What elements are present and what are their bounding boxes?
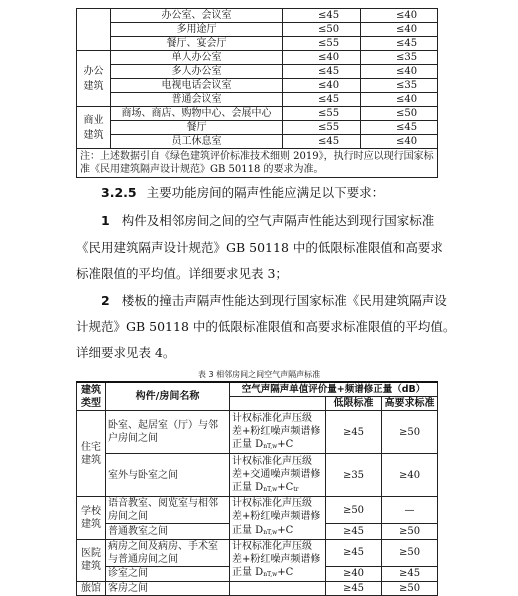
value-cell: ≤40 bbox=[361, 65, 438, 79]
value-cell: ≤40 bbox=[283, 51, 361, 65]
table-row bbox=[77, 37, 438, 51]
table-row bbox=[77, 454, 438, 497]
table-row bbox=[77, 539, 438, 566]
room-name-cell: 餐厅 bbox=[111, 121, 283, 135]
room-name-cell: 办公室、会议室 bbox=[111, 9, 283, 23]
table-row bbox=[77, 524, 438, 540]
item1-line3: 标准限值的平均值。详细要求见表 3； bbox=[76, 266, 288, 281]
value-cell: ≤55 bbox=[283, 107, 361, 121]
value-cell: ≤40 bbox=[361, 9, 438, 23]
item2-line1 bbox=[101, 291, 447, 309]
table-note-row bbox=[77, 149, 438, 178]
room-name-cell: 普通教室之间 bbox=[106, 524, 230, 540]
section-heading bbox=[101, 183, 384, 201]
room-name-cell: 室外与卧室之间 bbox=[106, 454, 230, 497]
eval-cell: 正量 DnT,w+C bbox=[230, 566, 326, 582]
table-row bbox=[77, 135, 438, 149]
low-value-cell: ≥45 bbox=[326, 582, 382, 596]
value-cell: ≤45 bbox=[283, 9, 361, 23]
table-row bbox=[77, 65, 438, 79]
item-number: 2 bbox=[101, 293, 110, 308]
category-cell: 商业建筑 bbox=[77, 107, 111, 149]
value-cell: ≤55 bbox=[283, 121, 361, 135]
table-caption: 表 3 相邻房间之间空气声隔声标准 bbox=[197, 370, 321, 379]
category-cell: 学校建筑 bbox=[77, 497, 106, 540]
low-value-cell: ≥40 bbox=[326, 566, 382, 582]
table-row bbox=[77, 121, 438, 135]
eval-cell: 计权标准化声压级 差+粉红噪声频谱修 正量 DnT,w+C bbox=[230, 411, 326, 454]
value-cell: ≤35 bbox=[361, 51, 438, 65]
table-row bbox=[77, 107, 438, 121]
room-name-cell: 单人办公室 bbox=[111, 51, 283, 65]
value-cell: ≤40 bbox=[283, 79, 361, 93]
item-text: 构件及相邻房间之间的空气声隔声性能达到现行国家标准 bbox=[121, 213, 435, 228]
item1-line2: 《民用建筑隔声设计规范》GB 50118 中的低限标准限值和高要求 bbox=[76, 240, 443, 255]
eval-cell: 正量 DnT,w+C bbox=[230, 524, 326, 540]
eval-cell: 计权标准化声压级 差+粉红噪声频谱修 bbox=[230, 539, 326, 566]
room-name-cell: 商场、商店、购物中心、会展中心 bbox=[111, 107, 283, 121]
high-value-cell: ≥50 bbox=[382, 411, 438, 454]
section-title: 主要功能房间的隔声性能应满足以下要求： bbox=[146, 185, 385, 200]
room-noise-table bbox=[76, 8, 438, 178]
header-group: 空气声隔声单值评价量+频谱修正量（dB） bbox=[230, 382, 438, 397]
high-value-cell: ≥50 bbox=[382, 582, 438, 596]
item2-line3: 详细要求见表 4。 bbox=[76, 345, 176, 360]
value-cell: ≤45 bbox=[361, 121, 438, 135]
room-name-cell: 客房之间 bbox=[106, 582, 230, 596]
value-cell: ≤35 bbox=[361, 79, 438, 93]
category-cell bbox=[77, 9, 111, 51]
category-cell: 旅馆 bbox=[77, 582, 106, 596]
high-value-cell: ≥50 bbox=[382, 524, 438, 540]
value-cell: ≤45 bbox=[283, 65, 361, 79]
item1-line1 bbox=[101, 211, 434, 229]
value-cell: ≤55 bbox=[283, 37, 361, 51]
table-row bbox=[77, 23, 438, 37]
table-row bbox=[77, 51, 438, 65]
low-value-cell: ≥45 bbox=[326, 524, 382, 540]
value-cell: ≤40 bbox=[361, 23, 438, 37]
table-note: 注：上述数据引自《绿色建筑评价标准技术细则 2019》，执行时应以现行国家标准《民用建筑隔声设计规范》GB 50118 的要求为准。 bbox=[77, 149, 438, 178]
item-number: 1 bbox=[101, 213, 110, 228]
airborne-sound-insulation-table bbox=[76, 381, 438, 596]
low-value-cell: ≥45 bbox=[326, 539, 382, 566]
table-row bbox=[77, 93, 438, 107]
room-name-cell: 病房之间及病房、手术室与普通房间之间 bbox=[106, 539, 230, 566]
high-value-cell: ≥40 bbox=[382, 454, 438, 497]
table-row bbox=[77, 582, 438, 596]
high-value-cell: — bbox=[382, 497, 438, 524]
table-row bbox=[77, 497, 438, 524]
low-value-cell: ≥45 bbox=[326, 411, 382, 454]
table-row bbox=[77, 79, 438, 93]
header-high: 高要求标准 bbox=[382, 397, 438, 411]
item-text: 楼板的撞击声隔声性能达到现行国家标准《民用建筑隔声设 bbox=[121, 293, 447, 308]
eval-cell: 计权标准化声压级 差+交通噪声频谱修 正量 DnT,w+Ctr bbox=[230, 454, 326, 497]
value-cell: ≤50 bbox=[361, 107, 438, 121]
item2-line2: 计规范》GB 50118 中的低限标准限值和高要求标准限值的平均值。 bbox=[76, 319, 456, 334]
value-cell: ≤45 bbox=[283, 93, 361, 107]
header-room-name: 构件/房间名称 bbox=[106, 382, 230, 411]
room-name-cell: 员工休息室 bbox=[111, 135, 283, 149]
table-row bbox=[77, 566, 438, 582]
header-building-type: 建筑类型 bbox=[77, 382, 106, 411]
high-value-cell: ≥45 bbox=[382, 566, 438, 582]
category-cell: 医院建筑 bbox=[77, 539, 106, 582]
value-cell: ≤50 bbox=[283, 23, 361, 37]
table-header-row bbox=[77, 382, 438, 397]
room-name-cell: 卧室、起居室（厅）与邻户房间之间 bbox=[106, 411, 230, 454]
section-number: 3.2.5 bbox=[101, 185, 137, 200]
category-cell: 住宅建筑 bbox=[77, 411, 106, 497]
room-name-cell: 诊室之间 bbox=[106, 566, 230, 582]
value-cell: ≤45 bbox=[361, 37, 438, 51]
header-eval bbox=[230, 397, 326, 411]
header-low: 低限标准 bbox=[326, 397, 382, 411]
room-name-cell: 电视电话会议室 bbox=[111, 79, 283, 93]
eval-cell bbox=[230, 582, 326, 596]
room-name-cell: 语音教室、阅览室与相邻房间之间 bbox=[106, 497, 230, 524]
low-value-cell: ≥50 bbox=[326, 497, 382, 524]
table-row bbox=[77, 9, 438, 23]
value-cell: ≤40 bbox=[361, 135, 438, 149]
room-name-cell: 多用途厅 bbox=[111, 23, 283, 37]
room-name-cell: 多人办公室 bbox=[111, 65, 283, 79]
value-cell: ≤40 bbox=[361, 93, 438, 107]
eval-cell: 计权标准化声压级 差+粉红噪声频谱修 bbox=[230, 497, 326, 524]
category-cell: 办公建筑 bbox=[77, 51, 111, 107]
room-name-cell: 普通会议室 bbox=[111, 93, 283, 107]
table-row bbox=[77, 411, 438, 454]
high-value-cell: ≥50 bbox=[382, 539, 438, 566]
value-cell: ≤45 bbox=[283, 135, 361, 149]
low-value-cell: ≥35 bbox=[326, 454, 382, 497]
room-name-cell: 餐厅、宴会厅 bbox=[111, 37, 283, 51]
